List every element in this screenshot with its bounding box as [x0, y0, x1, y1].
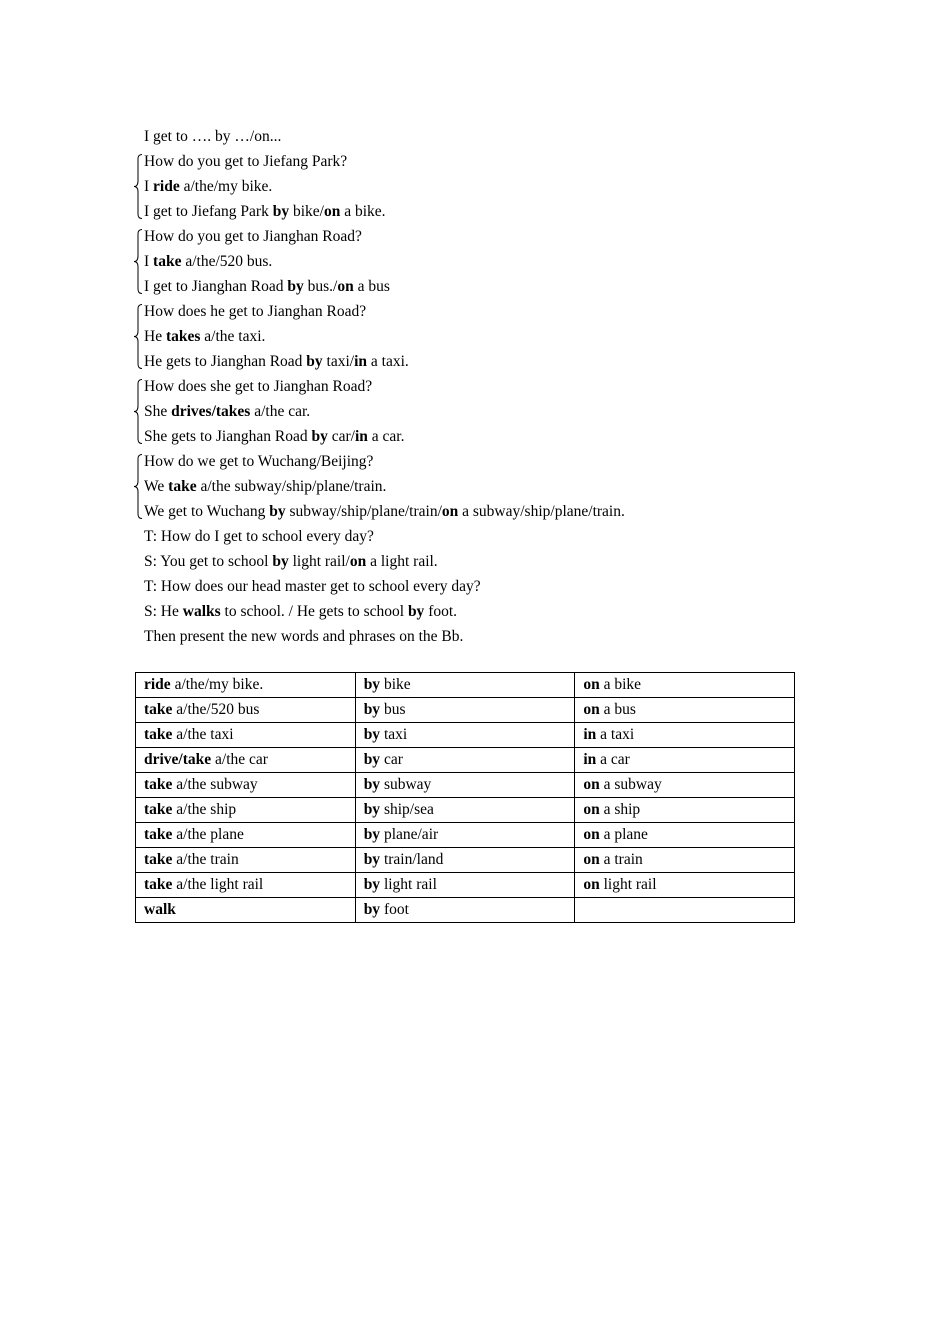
text-segment: I get to Jianghan Road — [144, 278, 288, 295]
keyword: on — [441, 503, 459, 520]
text-segment: Then present the new words and phrases on the Bb. — [144, 628, 464, 645]
keyword: by — [269, 503, 286, 520]
keyword: in — [354, 353, 368, 370]
table-cell — [136, 723, 356, 748]
keyword: on — [583, 801, 600, 818]
text-segment: I — [144, 178, 154, 195]
text-segment: I get to …. by …/on... — [144, 128, 282, 145]
text-line — [144, 349, 625, 374]
text-segment: a/the train — [172, 851, 239, 868]
keyword: on — [337, 278, 354, 295]
text-segment: a car — [596, 751, 630, 768]
keyword: on — [583, 851, 600, 868]
text-line — [144, 149, 625, 174]
text-line — [144, 124, 625, 149]
keyword: take — [168, 478, 197, 495]
table-cell — [575, 748, 795, 773]
text-segment: plane/air — [380, 826, 439, 843]
lesson-text — [144, 124, 625, 649]
table-cell — [355, 823, 575, 848]
text-line — [144, 174, 625, 199]
table-cell — [355, 798, 575, 823]
text-segment: She — [144, 403, 172, 420]
text-segment: a/the subway — [172, 776, 258, 793]
text-line — [144, 574, 625, 599]
table-row — [136, 823, 795, 848]
text-segment: How do you get to Jiefang Park? — [144, 153, 348, 170]
text-segment: bus — [380, 701, 406, 718]
keyword: on — [349, 553, 367, 570]
text-segment: a light rail. — [366, 553, 438, 570]
keyword: take — [144, 851, 173, 868]
text-segment: a subway — [599, 776, 662, 793]
keyword: by — [363, 751, 381, 768]
keyword: take — [144, 826, 173, 843]
text-segment: a/the subway/ship/plane/train. — [196, 478, 387, 495]
text-segment: a/the/my bike. — [179, 178, 273, 195]
table-cell — [136, 698, 356, 723]
table-row — [136, 898, 795, 923]
text-segment: a/the light rail — [172, 876, 264, 893]
text-line — [144, 499, 625, 524]
keyword: drives/takes — [171, 403, 251, 420]
keyword: on — [583, 826, 600, 843]
keyword: take — [144, 776, 173, 793]
keyword: by — [363, 826, 381, 843]
table-cell — [575, 798, 795, 823]
table-row — [136, 848, 795, 873]
keyword: take — [144, 701, 173, 718]
keyword: drive/take — [144, 751, 212, 768]
text-segment: bus./ — [303, 278, 338, 295]
keyword: takes — [165, 328, 201, 345]
text-segment: a ship — [599, 801, 641, 818]
table-row — [136, 698, 795, 723]
text-segment: a car. — [367, 428, 405, 445]
curly-brace-icon — [133, 304, 143, 369]
text-segment: bike/ — [289, 203, 324, 220]
text-line — [144, 249, 625, 274]
text-line — [144, 399, 625, 424]
table-row — [136, 748, 795, 773]
text-segment: subway/ship/plane/train/ — [285, 503, 442, 520]
table-cell — [575, 848, 795, 873]
text-segment: taxi — [380, 726, 408, 743]
table-cell — [136, 873, 356, 898]
text-segment: How does she get to Jianghan Road? — [144, 378, 373, 395]
keyword: take — [144, 726, 173, 743]
text-segment: train/land — [380, 851, 444, 868]
table-cell — [355, 848, 575, 873]
keyword: on — [583, 701, 600, 718]
text-segment: a/the plane — [172, 826, 244, 843]
text-segment: car — [380, 751, 403, 768]
curly-brace-icon — [133, 379, 143, 444]
text-line — [144, 374, 625, 399]
text-segment: foot. — [424, 603, 458, 620]
text-segment: a/the taxi — [172, 726, 234, 743]
keyword: ride — [144, 676, 171, 693]
text-segment: He — [144, 328, 166, 345]
text-segment: He gets to Jianghan Road — [144, 353, 307, 370]
text-line — [144, 299, 625, 324]
keyword: on — [583, 876, 600, 893]
curly-brace-icon — [133, 154, 143, 219]
curly-brace-icon — [133, 454, 143, 519]
text-line — [144, 524, 625, 549]
text-segment: a bus — [599, 701, 636, 718]
keyword: in — [354, 428, 368, 445]
keyword: take — [144, 876, 173, 893]
keyword: walks — [182, 603, 221, 620]
keyword: by — [363, 851, 381, 868]
table-cell — [575, 823, 795, 848]
text-line — [144, 474, 625, 499]
table-cell — [136, 673, 356, 698]
table-cell — [355, 873, 575, 898]
keyword: by — [407, 603, 425, 620]
text-segment: How does he get to Jianghan Road? — [144, 303, 367, 320]
keyword: by — [363, 776, 381, 793]
keyword: in — [583, 751, 597, 768]
text-segment: light rail — [380, 876, 437, 893]
table-row — [136, 873, 795, 898]
table-cell — [575, 723, 795, 748]
text-segment: light rail — [599, 876, 657, 893]
text-segment: a subway/ship/plane/train. — [458, 503, 625, 520]
keyword: ride — [153, 178, 180, 195]
text-segment: How do you get to Jianghan Road? — [144, 228, 362, 245]
text-line — [144, 424, 625, 449]
table-cell — [575, 898, 795, 923]
text-line — [144, 324, 625, 349]
text-segment: a/the taxi. — [200, 328, 266, 345]
keyword: by — [363, 901, 381, 918]
keyword: on — [583, 776, 600, 793]
keyword: on — [583, 676, 600, 693]
keyword: by — [363, 676, 381, 693]
text-line — [144, 449, 625, 474]
table-cell — [575, 773, 795, 798]
table-row — [136, 723, 795, 748]
table-cell — [355, 673, 575, 698]
text-line — [144, 199, 625, 224]
text-segment: We — [144, 478, 169, 495]
table-row — [136, 673, 795, 698]
text-segment: bike — [380, 676, 411, 693]
table-cell — [575, 673, 795, 698]
keyword: by — [306, 353, 323, 370]
text-segment: a/the/520 bus — [172, 701, 260, 718]
table-cell — [355, 698, 575, 723]
table-cell — [136, 798, 356, 823]
text-segment: a taxi. — [367, 353, 409, 370]
table-cell — [355, 748, 575, 773]
curly-brace-icon — [133, 229, 143, 294]
table-cell — [575, 698, 795, 723]
table-cell — [136, 773, 356, 798]
table-cell — [355, 723, 575, 748]
text-segment: a bike — [599, 676, 642, 693]
keyword: take — [153, 253, 182, 270]
text-segment: S: He — [144, 603, 183, 620]
table-cell — [355, 773, 575, 798]
table-cell — [136, 898, 356, 923]
table-row — [136, 773, 795, 798]
keyword: walk — [144, 901, 176, 918]
text-segment: She gets to Jianghan Road — [144, 428, 312, 445]
text-segment: How do we get to Wuchang/Beijing? — [144, 453, 374, 470]
text-segment: ship/sea — [380, 801, 434, 818]
text-segment: to school. / He gets to school — [220, 603, 408, 620]
text-line — [144, 599, 625, 624]
text-segment: a/the ship — [172, 801, 237, 818]
text-segment: We get to Wuchang — [144, 503, 270, 520]
table-cell — [355, 898, 575, 923]
keyword: by — [363, 726, 381, 743]
text-segment: a bus — [353, 278, 390, 295]
text-segment: T: How do I get to school every day? — [144, 528, 374, 545]
table-row — [136, 798, 795, 823]
table-cell — [136, 748, 356, 773]
text-segment: light rail/ — [288, 553, 350, 570]
text-segment: a/the/520 bus. — [181, 253, 273, 270]
text-segment: subway — [380, 776, 432, 793]
text-segment: taxi/ — [322, 353, 355, 370]
vocabulary-table — [135, 672, 795, 923]
table-cell — [136, 848, 356, 873]
text-segment: a bike. — [340, 203, 386, 220]
text-segment: a plane — [599, 826, 648, 843]
text-segment: a train — [599, 851, 643, 868]
text-segment: I — [144, 253, 154, 270]
text-line — [144, 624, 625, 649]
text-line — [144, 224, 625, 249]
keyword: by — [311, 428, 328, 445]
text-segment: a/the car — [211, 751, 268, 768]
keyword: by — [363, 801, 381, 818]
keyword: by — [287, 278, 304, 295]
keyword: by — [363, 876, 381, 893]
text-segment: car/ — [327, 428, 355, 445]
keyword: by — [272, 203, 290, 220]
table-cell — [575, 873, 795, 898]
keyword: by — [363, 701, 381, 718]
keyword: in — [583, 726, 597, 743]
text-line — [144, 549, 625, 574]
text-segment: foot — [380, 901, 409, 918]
text-segment: T: How does our head master get to school every day? — [144, 578, 481, 595]
text-segment: S: You get to school — [144, 553, 273, 570]
text-line — [144, 274, 625, 299]
table-cell — [136, 823, 356, 848]
text-segment: a/the car. — [250, 403, 311, 420]
keyword: by — [272, 553, 289, 570]
text-segment: I get to Jiefang Park — [144, 203, 273, 220]
keyword: on — [323, 203, 341, 220]
text-segment: a/the/my bike. — [170, 676, 264, 693]
keyword: take — [144, 801, 173, 818]
text-segment: a taxi — [596, 726, 635, 743]
